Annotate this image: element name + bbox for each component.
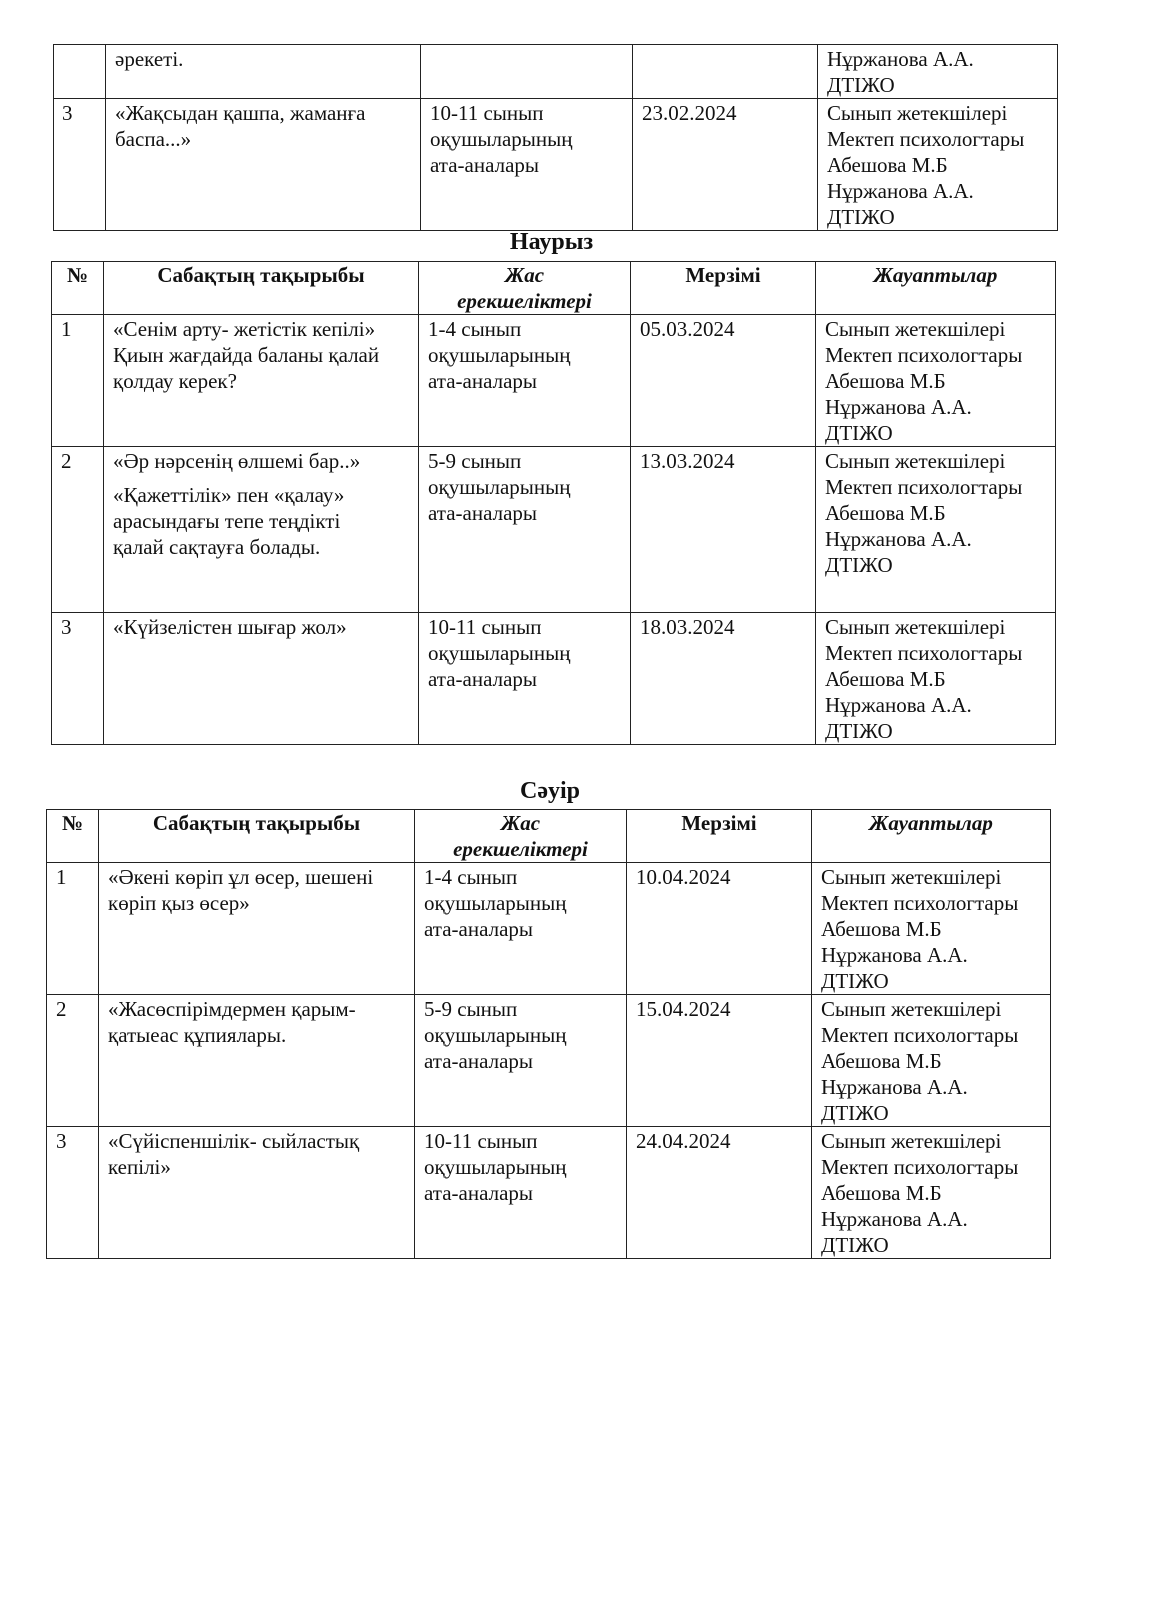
age-cell: 10-11 сынып оқушыларының ата-аналары: [415, 1127, 627, 1259]
header-row: [47, 810, 1051, 863]
header-responsible: Жауаптылар: [812, 810, 1051, 863]
april-table: [46, 809, 1051, 1259]
table-row: [54, 99, 1058, 231]
header-num: №: [47, 810, 99, 863]
date-cell: [633, 45, 818, 99]
topic-cell: «Сүйіспеншілік- сыйластық кепілі»: [99, 1127, 415, 1259]
table-row: [47, 1127, 1051, 1259]
num-cell: 2: [52, 447, 104, 613]
topic-cell: «Әр нәрсенің өлшемі бар..» «Қажеттілік» пен «қалау» арасындағы тепе теңдікті қалай сақтауға болады.: [104, 447, 419, 613]
responsible-cell: Сынып жетекшілері Мектеп психологтары Абешова М.Б Нұржанова А.А. ДТІЖО: [818, 99, 1058, 231]
top-continuation-table: [53, 44, 1058, 231]
num-cell: 2: [47, 995, 99, 1127]
header-row: [52, 262, 1056, 315]
num-cell: 1: [52, 315, 104, 447]
header-topic: Сабақтың тақырыбы: [99, 810, 415, 863]
date-cell: 15.04.2024: [627, 995, 812, 1127]
topic-cell: «Жасөспірімдермен қарым- қатыеас құпиялары.: [99, 995, 415, 1127]
section-title-april: Сәуір: [520, 778, 580, 804]
date-cell: 18.03.2024: [631, 613, 816, 745]
responsible-cell: Сынып жетекшілері Мектеп психологтары Абешова М.Б Нұржанова А.А. ДТІЖО: [816, 315, 1056, 447]
num-cell: 3: [47, 1127, 99, 1259]
topic-cell: «Күйзелістен шығар жол»: [104, 613, 419, 745]
responsible-cell: Сынып жетекшілері Мектеп психологтары Абешова М.Б Нұржанова А.А. ДТІЖО: [812, 1127, 1051, 1259]
responsible-cell: Сынып жетекшілері Мектеп психологтары Абешова М.Б Нұржанова А.А. ДТІЖО: [816, 613, 1056, 745]
num-cell: 1: [47, 863, 99, 995]
age-cell: 1-4 сынып оқушыларының ата-аналары: [419, 315, 631, 447]
age-cell: 10-11 сынып оқушыларының ата-аналары: [419, 613, 631, 745]
topic-cell: әрекеті.: [106, 45, 421, 99]
header-topic: Сабақтың тақырыбы: [104, 262, 419, 315]
header-date: Мерзімі: [631, 262, 816, 315]
table-row: [47, 995, 1051, 1127]
topic-cell: «Жақсыдан қашпа, жаманға баспа...»: [106, 99, 421, 231]
date-cell: 23.02.2024: [633, 99, 818, 231]
topic-cell: «Сенім арту- жетістік кепілі» Қиын жағдайда баланы қалай қолдау керек?: [104, 315, 419, 447]
date-cell: 24.04.2024: [627, 1127, 812, 1259]
responsible-cell: Сынып жетекшілері Мектеп психологтары Абешова М.Б Нұржанова А.А. ДТІЖО: [816, 447, 1056, 613]
num-cell: [54, 45, 106, 99]
header-responsible: Жауаптылар: [816, 262, 1056, 315]
table-row: [52, 315, 1056, 447]
responsible-cell: Нұржанова А.А. ДТІЖО: [818, 45, 1058, 99]
topic-cell: «Әкені көріп ұл өсер, шешені көріп қыз өсер»: [99, 863, 415, 995]
age-cell: 10-11 сынып оқушыларының ата-аналары: [421, 99, 633, 231]
date-cell: 05.03.2024: [631, 315, 816, 447]
table-row: [47, 863, 1051, 995]
section-title-march: Наурыз: [509, 229, 594, 255]
age-cell: [421, 45, 633, 99]
table-row: [52, 613, 1056, 745]
table-row: [54, 45, 1058, 99]
header-age: Жас ерекшеліктері: [415, 810, 627, 863]
num-cell: 3: [54, 99, 106, 231]
responsible-cell: Сынып жетекшілері Мектеп психологтары Абешова М.Б Нұржанова А.А. ДТІЖО: [812, 995, 1051, 1127]
date-cell: 10.04.2024: [627, 863, 812, 995]
age-cell: 1-4 сынып оқушыларының ата-аналары: [415, 863, 627, 995]
age-cell: 5-9 сынып оқушыларының ата-аналары: [419, 447, 631, 613]
header-num: №: [52, 262, 104, 315]
date-cell: 13.03.2024: [631, 447, 816, 613]
header-date: Мерзімі: [627, 810, 812, 863]
header-age: Жас ерекшеліктері: [419, 262, 631, 315]
march-table: [51, 261, 1056, 745]
num-cell: 3: [52, 613, 104, 745]
age-cell: 5-9 сынып оқушыларының ата-аналары: [415, 995, 627, 1127]
table-row: [52, 447, 1056, 613]
responsible-cell: Сынып жетекшілері Мектеп психологтары Абешова М.Б Нұржанова А.А. ДТІЖО: [812, 863, 1051, 995]
